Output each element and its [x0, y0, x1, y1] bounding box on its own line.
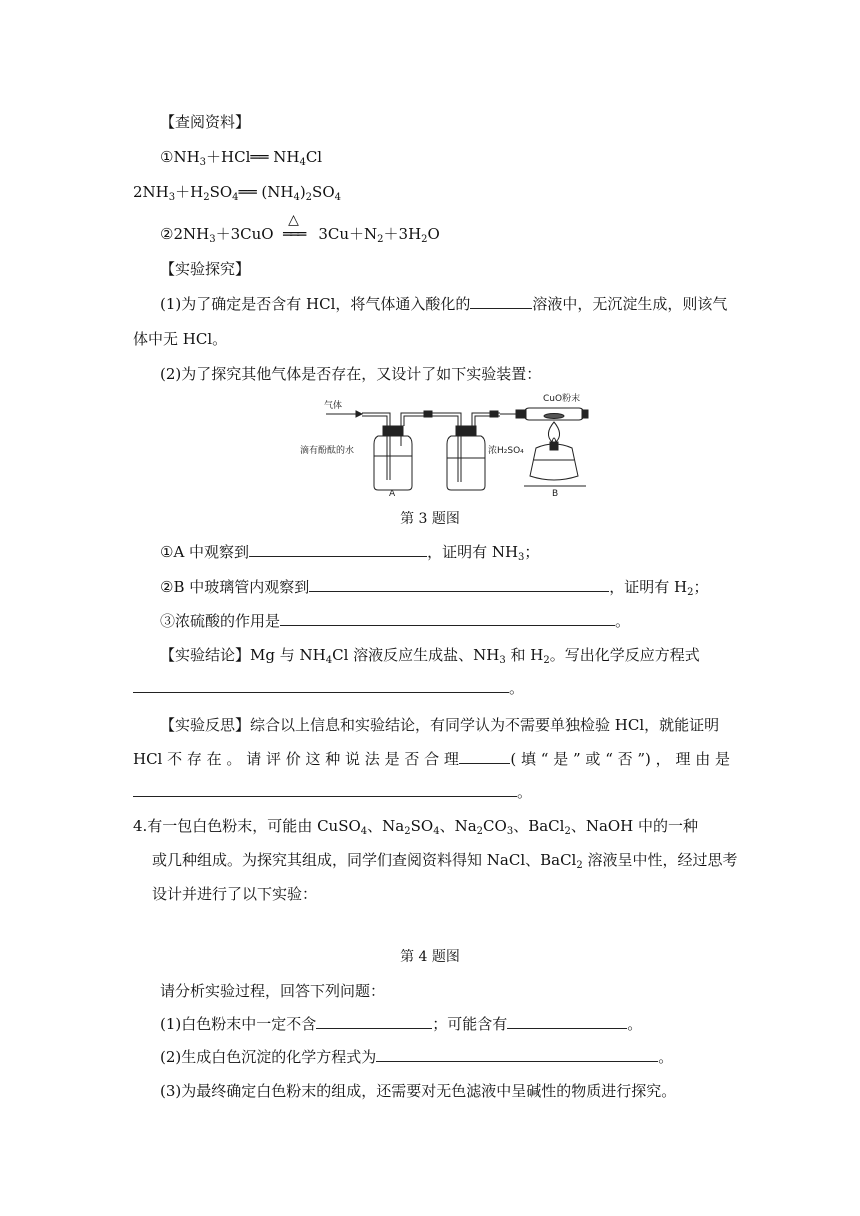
rubber-joint-1	[424, 411, 432, 417]
acid-label: 浓H₂SO₄	[488, 446, 524, 456]
reflect-line2: HCl 不 存 在 。 请 评 价 这 种 说 法 是 否 合 理 ( 填 “ 是 ” 或 “ 否 ”) ， 理 由 是	[133, 750, 730, 768]
figure-4-caption: 第 4 题图	[400, 949, 460, 965]
cuo-label: CuO粉末	[543, 394, 581, 404]
conclusion-line1: 【实验结论】Mg 与 $NH_4Cl$ 溶液反应生成盐、$NH_3$ 和 $H_2$。写出化学反应方程式	[160, 646, 700, 666]
reflect-line3: 。	[133, 782, 532, 802]
heat-arrow: △ ═══	[283, 212, 305, 243]
observation-1: ①A 中观察到 ，证明有 $NH_3$；	[160, 543, 540, 563]
observation-3: ③浓硫酸的作用是 。	[160, 612, 631, 630]
cuo-powder	[544, 414, 564, 419]
answer-blank[interactable]	[507, 1014, 627, 1029]
equation-3: $②2NH_3+3CuO$ △ ═══ $3Cu+N_2+3H_2O$	[160, 212, 440, 245]
answer-blank[interactable]	[309, 577, 609, 592]
q4-part1: (1)白色粉末中一定不含 ；可能含有 。	[160, 1015, 643, 1033]
equation-2: $2NH_3+H_2SO_4══$ $(NH_4)_2SO_4$	[133, 183, 341, 203]
answer-blank[interactable]	[376, 1047, 658, 1062]
water-label: 滴有酚酞的水	[300, 446, 355, 456]
answer-blank[interactable]	[133, 678, 509, 693]
question-2: (2)为了探究其他气体是否存在，又设计了如下实验装置：	[160, 365, 542, 383]
equation-1: $①NH_3+HCl══$ $NH_4Cl$	[160, 148, 323, 168]
gas-label: 气体	[324, 401, 343, 411]
bottle-a	[374, 436, 412, 490]
q4-line2: 或几种组成。为探究其组成，同学们查阅资料得知 NaCl、BaCl$_2$ 溶液呈中性，经过思考	[152, 851, 738, 871]
arrow-head	[356, 411, 362, 417]
observation-2: ②B 中玻璃管内观察到 ，证明有 $H_2$；	[160, 578, 709, 598]
answer-blank[interactable]	[470, 294, 532, 309]
q4-part3: (3)为最终确定白色粉末的组成，还需要对无色滤液中呈碱性的物质进行探究。	[160, 1082, 677, 1100]
label-b: B	[552, 489, 559, 499]
q4-line3: 设计并进行了以下实验：	[152, 885, 318, 903]
answer-blank[interactable]	[316, 1014, 432, 1029]
label-a: A	[389, 489, 396, 499]
answer-blank[interactable]	[249, 542, 427, 557]
flame-icon	[548, 422, 559, 442]
q4-line1: 4.有一包白色粉末，可能由 CuSO$_4$、$Na_2SO_4$、$Na_2CO_3$、BaCl$_2$、NaOH 中的一种	[133, 817, 699, 837]
explore-heading: 【实验探究】	[160, 260, 251, 278]
apparatus-figure	[296, 390, 596, 500]
rubber-joint-2	[490, 411, 498, 417]
answer-blank[interactable]	[133, 782, 517, 797]
answer-blank[interactable]	[459, 749, 511, 764]
figure-3-caption: 第 3 题图	[400, 511, 460, 527]
question-1-line2: 体中无 HCl。	[133, 330, 228, 348]
inlet-pipe-a	[362, 413, 390, 426]
stopper-b	[456, 426, 476, 436]
stopper-a	[383, 426, 403, 436]
conclusion-line2: 。	[133, 678, 524, 698]
ref-heading: 【查阅资料】	[160, 113, 251, 131]
answer-blank[interactable]	[280, 611, 615, 626]
reflect-line1: 【实验反思】综合以上信息和实验结论，有同学认为不需要单独检验 HCl，就能证明	[160, 716, 720, 734]
q4-part2: (2)生成白色沉淀的化学方程式为 。	[160, 1048, 674, 1066]
bottle-b	[447, 436, 485, 490]
q4-intro: 请分析实验过程，回答下列问题：	[160, 982, 386, 1000]
question-1-line1: (1)为了确定是否含有 HCl，将气体通入酸化的 溶液中，无沉淀生成，则该气	[160, 295, 728, 313]
